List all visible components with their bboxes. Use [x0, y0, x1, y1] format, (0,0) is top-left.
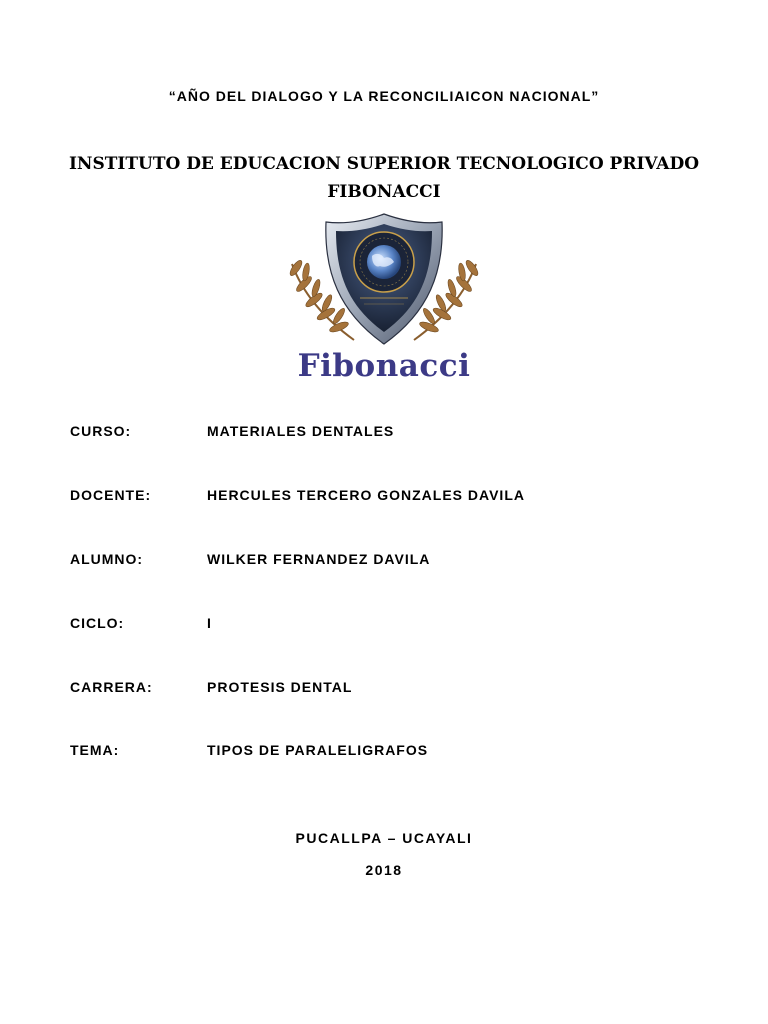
field-value: MATERIALES DENTALES	[207, 423, 395, 439]
field-curso	[70, 423, 710, 443]
field-value: PROTESIS DENTAL	[207, 679, 353, 695]
shield-globe-laurel-icon	[284, 212, 484, 352]
field-value: HERCULES TERCERO GONZALES DAVILA	[207, 487, 525, 503]
institute-title	[60, 150, 708, 206]
footer-year: 2018	[365, 862, 403, 878]
field-alumno	[70, 551, 710, 571]
motto-heading: “AÑO DEL DIALOGO Y LA RECONCILIAICON NACIONAL”	[168, 88, 600, 104]
field-tema	[70, 742, 710, 762]
field-value: WILKER FERNANDEZ DAVILA	[207, 551, 431, 567]
field-label: CARRERA:	[70, 679, 153, 695]
field-value: TIPOS DE PARALELIGRAFOS	[207, 742, 429, 758]
field-carrera	[70, 679, 710, 699]
field-ciclo	[70, 615, 710, 635]
institute-title-line2: FIBONACCI	[327, 182, 441, 202]
field-label: CURSO:	[70, 423, 132, 439]
institute-title-line1: INSTITUTO DE EDUCACION SUPERIOR TECNOLOGICO PRIVADO	[68, 154, 700, 174]
footer-location: PUCALLPA – UCAYALI	[295, 830, 473, 846]
field-docente	[70, 487, 710, 507]
field-label: TEMA:	[70, 742, 120, 758]
field-value: I	[207, 615, 212, 631]
institute-logo	[284, 212, 484, 384]
field-label: CICLO:	[70, 615, 125, 631]
field-label: DOCENTE:	[70, 487, 152, 503]
field-label: ALUMNO:	[70, 551, 144, 567]
logo-wordmark: Fibonacci	[297, 348, 471, 384]
